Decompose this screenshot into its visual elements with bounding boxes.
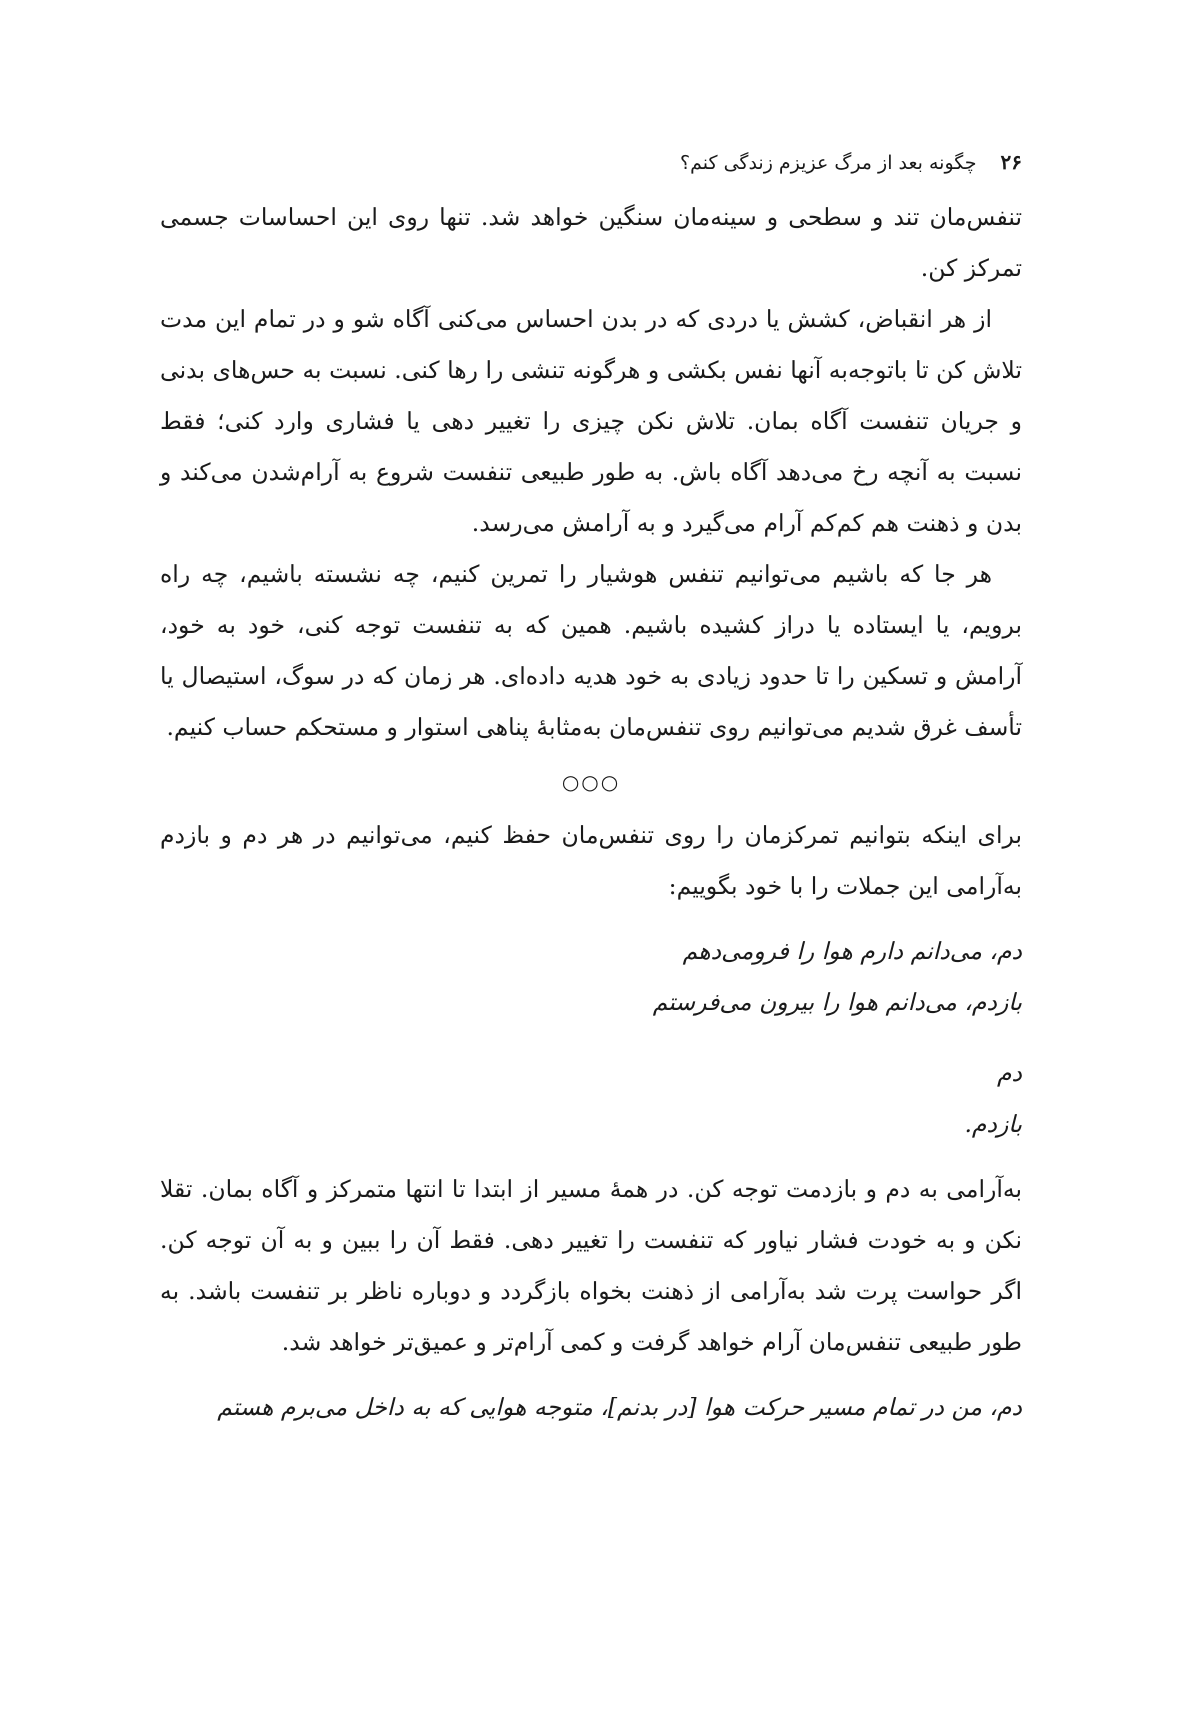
section-separator: ○○○ [561,770,621,794]
body-text [160,192,1022,1433]
paragraph-1: تنفس‌مان تند و سطحی و سینه‌مان سنگین خواهد شد. تنها روی این احساسات جسمی تمرکز کن. [160,203,1022,282]
breathing-phrase-block-1 [160,926,1022,1028]
breathing-word-exhale: بازدم. [964,1110,1022,1138]
paragraph-4: برای اینکه بتوانیم تمرکزمان را روی تنفس‌مان حفظ کنیم، می‌توانیم در هر دم و بازدم به‌آرامی این جملات را با خود بگوییم: [160,821,1022,900]
paragraph-5: به‌آرامی به دم و بازدمت توجه کن. در همهٔ مسیر از ابتدا تا انتها متمرکز و آگاه بمان. تقلا نکن و به خودت فشار نیاور که تنفست را تغییر دهی. فقط آن را ببین و به آن توجه کن. اگر حواست پرت شد به‌آرامی از ذهنت بخواه بازگردد و دوباره ناظر بر تنفست باشد. به طور طبیعی تنفس‌مان آرام خواهد گرفت و کمی آرام‌تر و عمیق‌تر خواهد شد. [160,1175,1022,1356]
paragraph-2: از هر انقباض، کشش یا دردی که در بدن احساس می‌کنی آگاه شو و در تمام این مدت تلاش کن تا باتوجه‌به آنها نفس بکشی و هرگونه تنشی را رها کنی. نسبت به حس‌های بدنی و جریان تنفست آگاه بمان. تلاش نکن چیزی را تغییر دهی یا فشاری وارد کنی؛ فقط نسبت به آنچه رخ می‌دهد آگاه باش. به طور طبیعی تنفست شروع به آرام‌شدن می‌کند و بدن و ذهنت هم کم‌کم آرام می‌گیرد و به آرامش می‌رسد. [160,305,1022,537]
breathing-word-inhale: دم [996,1059,1022,1087]
paragraph-3: هر جا که باشیم می‌توانیم تنفس هوشیار را تمرین کنیم، چه نشسته باشیم، چه راه برویم، یا ایستاده یا دراز کشیده باشیم. همین که به تنفست توجه کنی، خود به خود، آرامش و تسکین را تا حدود زیادی به خود هدیه داده‌ای. هر زمان که در سوگ، استیصال یا تأسف غرق شدیم می‌توانیم روی تنفس‌مان به‌مثابهٔ پناهی استوار و مستحکم حساب کنیم. [160,560,1022,741]
breathing-phrase-long-inhale: دم، من در تمام مسیر حرکت هوا [در بدنم]، متوجه هوایی که به داخل می‌برم هستم [217,1393,1022,1421]
running-header [680,150,1022,174]
breathing-phrase-inhale: دم، می‌دانم دارم هوا را فرومی‌دهم [682,937,1022,965]
page-number: ۲۶ [1000,150,1022,174]
breathing-phrase-exhale: بازدم، می‌دانم هوا را بیرون می‌فرستم [652,988,1022,1016]
running-title: چگونه بعد از مرگ عزیزم زندگی کنم؟ [680,152,977,174]
breathing-phrase-block-2 [160,1048,1022,1150]
